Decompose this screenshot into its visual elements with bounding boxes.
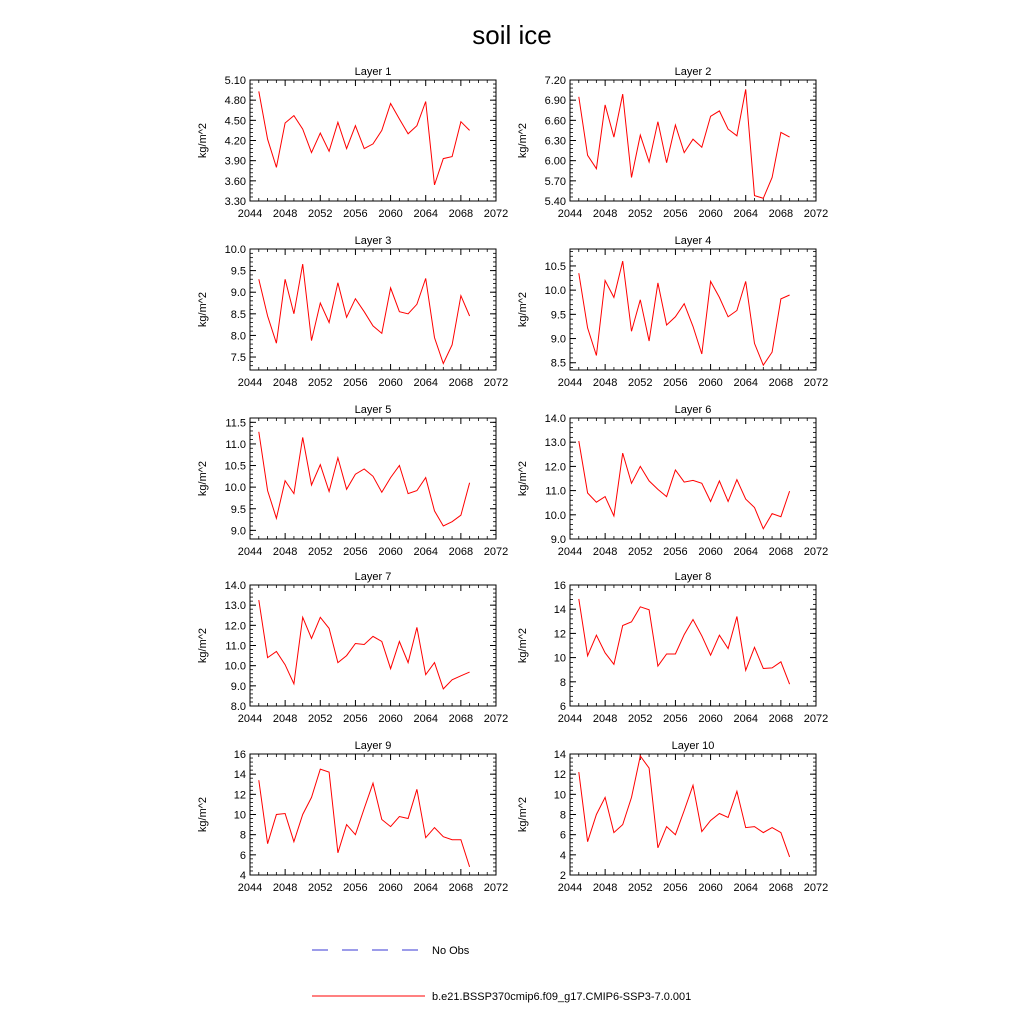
x-tick-label: 2064 — [413, 377, 438, 389]
y-tick-label: 10.0 — [544, 285, 566, 298]
y-tick-label: 9.5 — [550, 309, 566, 322]
x-tick-label: 2052 — [308, 546, 333, 558]
y-tick-label: 11.0 — [225, 640, 246, 653]
y-tick-label: 8 — [559, 676, 566, 689]
x-tick-label: 2044 — [237, 208, 263, 220]
x-tick-label: 2068 — [448, 377, 474, 389]
x-tick-label: 2056 — [663, 546, 688, 558]
y-tick-label: 11.5 — [225, 417, 246, 430]
panel-layer-2 — [517, 66, 828, 220]
plot-frame — [250, 585, 496, 706]
x-tick-label: 2052 — [308, 208, 333, 220]
x-tick-label: 2044 — [557, 713, 583, 725]
y-tick-label: 7.20 — [544, 75, 566, 87]
x-tick-label: 2060 — [698, 377, 723, 389]
x-tick-label: 2052 — [628, 546, 653, 558]
x-tick-label: 2056 — [343, 882, 368, 894]
y-tick-label: 6 — [559, 701, 566, 713]
x-tick-label: 2064 — [733, 882, 758, 894]
figure-title: soil ice — [472, 20, 552, 50]
y-tick-label: 6 — [559, 829, 566, 842]
plot-frame — [570, 585, 816, 706]
x-tick-label: 2048 — [272, 713, 298, 725]
y-tick-label: 10.5 — [544, 260, 566, 273]
y-tick-label: 14.0 — [224, 580, 246, 592]
x-tick-label: 2060 — [698, 882, 723, 894]
plot-frame — [570, 418, 816, 539]
panel-layer-4 — [517, 235, 828, 389]
legend-model-label: b.e21.BSSP370cmip6.f09_g17.CMIP6-SSP3-7.0.001 — [432, 991, 692, 1003]
y-tick-label: 14 — [553, 749, 566, 761]
y-axis-label: kg/m^2 — [517, 291, 529, 328]
x-tick-label: 2044 — [237, 882, 263, 894]
x-tick-label: 2044 — [557, 377, 583, 389]
series-line-layer-6 — [579, 441, 790, 529]
x-tick-label: 2068 — [768, 546, 794, 558]
y-tick-label: 9.5 — [230, 503, 246, 516]
x-tick-label: 2056 — [343, 377, 368, 389]
x-tick-label: 2052 — [628, 713, 653, 725]
y-tick-label: 4.20 — [224, 135, 246, 148]
y-tick-label: 10.0 — [224, 244, 246, 256]
panel-title: Layer 10 — [671, 740, 715, 752]
y-tick-label: 6.00 — [544, 155, 566, 168]
series-line-layer-10 — [579, 756, 790, 857]
x-tick-label: 2068 — [768, 208, 794, 220]
x-tick-label: 2060 — [698, 546, 723, 558]
y-axis-label: kg/m^2 — [517, 122, 529, 159]
x-tick-label: 2072 — [803, 208, 829, 220]
x-tick-label: 2060 — [698, 208, 723, 220]
y-tick-label: 14 — [233, 769, 246, 782]
y-axis-label: kg/m^2 — [197, 122, 209, 159]
panels-grid — [197, 66, 828, 894]
x-tick-label: 2064 — [413, 208, 438, 220]
y-tick-label: 8.0 — [230, 701, 246, 713]
x-tick-label: 2064 — [733, 546, 758, 558]
y-tick-label: 11.0 — [225, 438, 246, 451]
y-tick-label: 9.0 — [230, 287, 246, 300]
y-tick-label: 10 — [553, 652, 566, 665]
y-axis-label: kg/m^2 — [197, 627, 209, 664]
panel-title: Layer 6 — [674, 404, 712, 416]
y-tick-label: 9.0 — [550, 534, 566, 546]
x-tick-label: 2048 — [592, 713, 618, 725]
panel-layer-8 — [517, 571, 828, 725]
x-tick-label: 2048 — [592, 208, 618, 220]
series-line-layer-9 — [259, 769, 470, 867]
panel-title: Layer 8 — [674, 571, 712, 583]
x-tick-label: 2072 — [803, 546, 829, 558]
y-tick-label: 12 — [233, 789, 246, 802]
x-tick-label: 2068 — [448, 713, 474, 725]
y-tick-label: 6.90 — [544, 95, 566, 108]
x-tick-label: 2056 — [663, 713, 688, 725]
y-tick-label: 5.70 — [544, 175, 566, 188]
x-tick-label: 2060 — [378, 208, 403, 220]
y-tick-label: 4.50 — [224, 115, 246, 128]
x-tick-label: 2068 — [448, 546, 474, 558]
y-tick-label: 12.0 — [544, 461, 566, 474]
x-tick-label: 2044 — [237, 713, 263, 725]
x-tick-label: 2060 — [378, 377, 403, 389]
x-tick-label: 2044 — [237, 546, 263, 558]
x-tick-label: 2060 — [378, 546, 403, 558]
plot-frame — [250, 80, 496, 201]
y-tick-label: 10 — [553, 789, 566, 802]
y-tick-label: 10 — [233, 809, 246, 822]
x-tick-label: 2064 — [413, 546, 438, 558]
y-tick-label: 10.0 — [224, 660, 246, 673]
y-tick-label: 12.0 — [224, 620, 246, 633]
x-tick-label: 2048 — [272, 546, 298, 558]
y-tick-label: 5.40 — [544, 196, 566, 208]
series-line-layer-2 — [579, 89, 790, 198]
y-tick-label: 3.30 — [224, 196, 246, 208]
series-line-layer-8 — [579, 599, 790, 684]
panel-layer-7 — [197, 571, 508, 725]
y-tick-label: 8.5 — [550, 357, 566, 370]
y-axis-label: kg/m^2 — [517, 627, 529, 664]
x-tick-label: 2068 — [768, 882, 794, 894]
x-tick-label: 2064 — [733, 377, 758, 389]
y-tick-label: 11.0 — [545, 485, 566, 498]
x-tick-label: 2068 — [448, 882, 474, 894]
y-tick-label: 10.0 — [224, 482, 246, 495]
y-tick-label: 14 — [553, 604, 566, 617]
panel-title: Layer 3 — [354, 235, 392, 247]
panel-title: Layer 5 — [354, 404, 392, 416]
x-tick-label: 2044 — [557, 882, 583, 894]
y-tick-label: 9.5 — [230, 265, 246, 278]
x-tick-label: 2044 — [237, 377, 263, 389]
x-tick-label: 2060 — [698, 713, 723, 725]
x-tick-label: 2068 — [448, 208, 474, 220]
x-tick-label: 2068 — [768, 713, 794, 725]
y-tick-label: 13.0 — [544, 437, 566, 450]
x-tick-label: 2048 — [272, 882, 298, 894]
y-tick-label: 9.0 — [550, 333, 566, 346]
series-line-layer-3 — [259, 264, 470, 363]
x-tick-label: 2052 — [308, 377, 333, 389]
y-tick-label: 3.90 — [224, 155, 246, 168]
y-tick-label: 10.5 — [224, 460, 246, 473]
y-axis-label: kg/m^2 — [517, 796, 529, 833]
panel-title: Layer 1 — [354, 66, 392, 78]
y-tick-label: 14.0 — [544, 413, 566, 425]
y-tick-label: 6 — [239, 849, 246, 862]
x-tick-label: 2064 — [733, 208, 758, 220]
x-tick-label: 2056 — [343, 546, 368, 558]
y-axis-label: kg/m^2 — [197, 460, 209, 497]
x-tick-label: 2056 — [663, 377, 688, 389]
y-tick-label: 4 — [239, 870, 246, 882]
panel-layer-1 — [197, 66, 508, 220]
panel-title: Layer 7 — [354, 571, 392, 583]
panel-layer-6 — [517, 404, 828, 558]
y-axis-label: kg/m^2 — [517, 460, 529, 497]
x-tick-label: 2048 — [272, 208, 298, 220]
x-tick-label: 2048 — [272, 377, 298, 389]
panel-title: Layer 9 — [354, 740, 392, 752]
x-tick-label: 2056 — [343, 208, 368, 220]
panel-title: Layer 2 — [674, 66, 712, 78]
x-tick-label: 2072 — [483, 377, 509, 389]
y-axis-label: kg/m^2 — [197, 796, 209, 833]
x-tick-label: 2060 — [378, 713, 403, 725]
x-tick-label: 2072 — [483, 882, 509, 894]
y-tick-label: 12 — [553, 769, 566, 782]
panel-layer-5 — [197, 404, 508, 558]
x-tick-label: 2072 — [803, 713, 829, 725]
x-tick-label: 2048 — [592, 377, 618, 389]
y-tick-label: 12 — [553, 628, 566, 641]
series-line-layer-1 — [259, 91, 470, 184]
y-tick-label: 16 — [233, 749, 246, 761]
panel-layer-10 — [517, 740, 828, 894]
y-tick-label: 10.0 — [544, 509, 566, 522]
x-tick-label: 2052 — [308, 713, 333, 725]
x-tick-label: 2064 — [413, 882, 438, 894]
x-tick-label: 2072 — [483, 208, 509, 220]
y-tick-label: 8 — [559, 809, 566, 822]
x-tick-label: 2048 — [592, 546, 618, 558]
y-tick-label: 7.5 — [230, 352, 246, 365]
x-tick-label: 2044 — [557, 546, 583, 558]
x-tick-label: 2052 — [628, 208, 653, 220]
y-tick-label: 6.30 — [544, 135, 566, 148]
x-tick-label: 2064 — [733, 713, 758, 725]
y-tick-label: 3.60 — [224, 175, 246, 188]
x-tick-label: 2052 — [308, 882, 333, 894]
plot-frame — [250, 754, 496, 875]
series-line-layer-5 — [259, 432, 470, 526]
y-tick-label: 13.0 — [224, 600, 246, 613]
legend — [312, 945, 691, 1003]
y-axis-label: kg/m^2 — [197, 291, 209, 328]
y-tick-label: 9.0 — [230, 525, 246, 538]
panel-title: Layer 4 — [674, 235, 712, 247]
x-tick-label: 2056 — [343, 713, 368, 725]
plot-frame — [570, 754, 816, 875]
x-tick-label: 2068 — [768, 377, 794, 389]
x-tick-label: 2056 — [663, 208, 688, 220]
x-tick-label: 2072 — [803, 882, 829, 894]
x-tick-label: 2072 — [483, 546, 509, 558]
panel-layer-9 — [197, 740, 508, 894]
x-tick-label: 2052 — [628, 882, 653, 894]
legend-obs-label: No Obs — [432, 945, 470, 957]
x-tick-label: 2048 — [592, 882, 618, 894]
plot-frame — [250, 249, 496, 370]
series-line-layer-4 — [579, 261, 790, 365]
y-tick-label: 8.5 — [230, 308, 246, 321]
panel-layer-3 — [197, 235, 508, 389]
y-tick-label: 6.60 — [544, 115, 566, 128]
y-tick-label: 8.0 — [230, 330, 246, 343]
x-tick-label: 2044 — [557, 208, 583, 220]
x-tick-label: 2052 — [628, 377, 653, 389]
x-tick-label: 2072 — [483, 713, 509, 725]
y-tick-label: 8 — [239, 829, 246, 842]
series-line-layer-7 — [259, 600, 470, 689]
y-tick-label: 4 — [559, 849, 566, 862]
y-tick-label: 16 — [553, 580, 566, 592]
y-tick-label: 9.0 — [230, 680, 246, 693]
y-tick-label: 2 — [559, 870, 566, 882]
x-tick-label: 2064 — [413, 713, 438, 725]
plot-frame — [250, 418, 496, 539]
y-tick-label: 4.80 — [224, 95, 246, 108]
x-tick-label: 2072 — [803, 377, 829, 389]
y-tick-label: 5.10 — [224, 75, 246, 87]
x-tick-label: 2056 — [663, 882, 688, 894]
x-tick-label: 2060 — [378, 882, 403, 894]
